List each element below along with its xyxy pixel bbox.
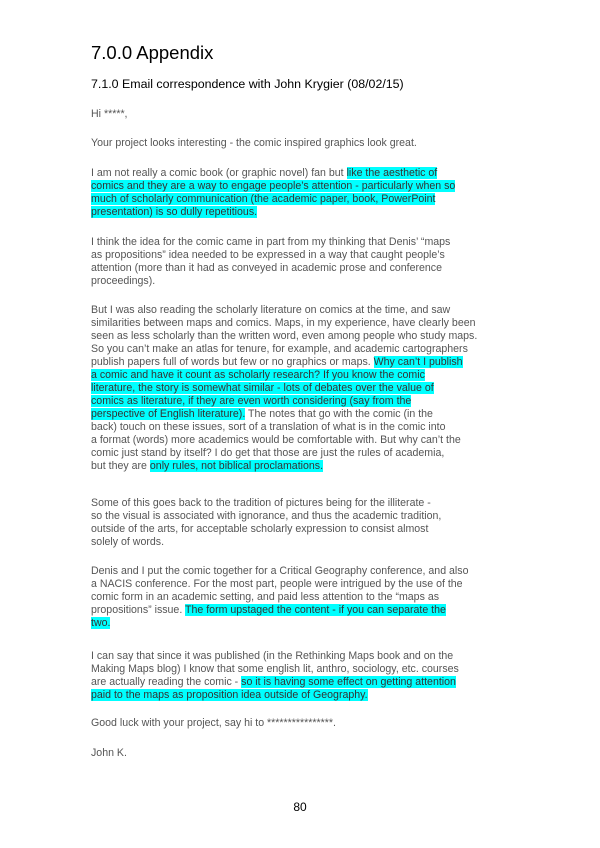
line-text: similarities between maps and comics. Maps, in my experience, have clearly been bbox=[91, 317, 476, 329]
line-text: But I was also reading the scholarly literature on comics at the time, and saw bbox=[91, 304, 451, 316]
text-line bbox=[91, 180, 455, 193]
highlighted-text: comics and they are a way to engage people’s attention - particularly when so bbox=[91, 180, 456, 192]
line-text: back) touch on these issues, sort of a translation of what is in the comic into bbox=[91, 421, 446, 433]
appendix-heading: 7.0.0 Appendix bbox=[91, 42, 214, 63]
highlighted-text: literature, the story is somewhat similar - lots of debates over the value of bbox=[91, 382, 434, 394]
line-text: John K. bbox=[91, 747, 127, 759]
line-text: I can say that since it was published (in the Rethinking Maps book and on the bbox=[91, 650, 454, 662]
text-line bbox=[91, 717, 336, 730]
text-line bbox=[91, 356, 463, 369]
line-text: so the visual is associated with ignorance, and thus the academic tradition, bbox=[91, 510, 442, 522]
line-text: as propositions” idea needed to be expressed in a way that caught people’s bbox=[91, 249, 445, 261]
text-line bbox=[91, 497, 431, 510]
line-text: Hi *****, bbox=[91, 108, 128, 120]
line-text: Some of this goes back to the tradition of pictures being for the illiterate - bbox=[91, 497, 431, 509]
text-line bbox=[91, 617, 110, 630]
text-line bbox=[91, 343, 468, 356]
highlighted-text: only rules, not biblical proclamations. bbox=[149, 460, 324, 472]
text-line bbox=[91, 747, 127, 760]
text-line bbox=[91, 108, 128, 121]
highlighted-text: so it is having some effect on getting attention bbox=[241, 676, 456, 688]
email-section-heading: 7.1.0 Email correspondence with John Krygier (08/02/15) bbox=[91, 77, 404, 91]
text-line bbox=[91, 434, 461, 447]
text-line bbox=[91, 317, 476, 330]
line-text: Denis and I put the comic together for a Critical Geography conference, and also bbox=[91, 565, 469, 577]
line-text: a NACIS conference. For the most part, people were intrigued by the use of the bbox=[91, 578, 463, 590]
text-line bbox=[91, 536, 164, 549]
line-text: Making Maps blog) I know that some english lit, anthro, sociology, etc. courses bbox=[91, 663, 459, 675]
line-text: I think the idea for the comic came in part from my thinking that Denis’ “maps bbox=[91, 236, 451, 248]
text-line bbox=[91, 578, 463, 591]
line-text: comic just stand by itself? I do get that those are just the rules of academia, bbox=[91, 447, 445, 459]
line-text: but they are bbox=[91, 460, 150, 472]
highlighted-text: Why can’t I publish bbox=[373, 356, 463, 368]
line-text: seen as less scholarly than the written word, even among people who study maps. bbox=[91, 330, 478, 342]
text-line bbox=[91, 193, 435, 206]
text-line bbox=[91, 460, 323, 473]
highlighted-text: like the aesthetic of bbox=[346, 167, 438, 179]
text-line bbox=[91, 236, 450, 249]
text-line bbox=[91, 137, 417, 150]
highlighted-text: much of scholarly communication (the academic paper, book, PowerPoint bbox=[91, 193, 436, 205]
highlighted-text: paid to the maps as proposition idea outside of Geography. bbox=[91, 689, 368, 701]
line-text: a format (words) more academics would be comfortable with. But why can’t the bbox=[91, 434, 461, 446]
line-text: So you can’t make an atlas for tenure, for example, and academic cartographers bbox=[91, 343, 468, 355]
text-line bbox=[91, 304, 450, 317]
text-line bbox=[91, 408, 433, 421]
line-text: comic form in an academic setting, and paid less attention to the “maps as bbox=[91, 591, 440, 603]
page-number: 80 bbox=[293, 800, 307, 814]
text-line bbox=[91, 206, 257, 219]
highlighted-text: comics as literature, if they are even worth considering (say from the bbox=[91, 395, 412, 407]
text-line bbox=[91, 275, 155, 288]
text-line bbox=[91, 249, 445, 262]
line-text: attention (more than it had as conveyed in academic prose and conference bbox=[91, 262, 442, 274]
text-line bbox=[91, 510, 441, 523]
highlighted-text: two. bbox=[91, 617, 111, 629]
highlighted-text: perspective of English literature). bbox=[91, 408, 246, 420]
text-line bbox=[91, 330, 477, 343]
line-text: propositions” issue. bbox=[91, 604, 186, 616]
text-line bbox=[91, 604, 446, 617]
highlighted-text: a comic and have it count as scholarly research? If you know the comic bbox=[91, 369, 425, 381]
text-line bbox=[91, 395, 411, 408]
text-line bbox=[91, 523, 428, 536]
line-text: are actually reading the comic - bbox=[91, 676, 242, 688]
line-text: proceedings). bbox=[91, 275, 156, 287]
text-line bbox=[91, 689, 368, 702]
line-text: Your project looks interesting - the comic inspired graphics look great. bbox=[91, 137, 417, 149]
highlighted-text: presentation) is so dully repetitious. bbox=[91, 206, 258, 218]
line-text: I am not really a comic book (or graphic novel) fan but bbox=[91, 167, 347, 179]
line-text: publish papers full of words but few or no graphics or maps. bbox=[91, 356, 374, 368]
text-line bbox=[91, 167, 437, 180]
text-line bbox=[91, 447, 444, 460]
text-line bbox=[91, 565, 468, 578]
text-line bbox=[91, 382, 434, 395]
text-line bbox=[91, 262, 442, 275]
text-line bbox=[91, 369, 425, 382]
line-text: outside of the arts, for acceptable scholarly expression to consist almost bbox=[91, 523, 429, 535]
line-text: Good luck with your project, say hi to ****************. bbox=[91, 717, 336, 729]
line-text: The notes that go with the comic (in the bbox=[245, 408, 433, 420]
text-line bbox=[91, 676, 456, 689]
text-line bbox=[91, 663, 459, 676]
highlighted-text: The form upstaged the content - if you can separate the bbox=[185, 604, 446, 616]
text-line bbox=[91, 650, 453, 663]
text-line bbox=[91, 421, 445, 434]
line-text: solely of words. bbox=[91, 536, 165, 548]
text-line bbox=[91, 591, 439, 604]
